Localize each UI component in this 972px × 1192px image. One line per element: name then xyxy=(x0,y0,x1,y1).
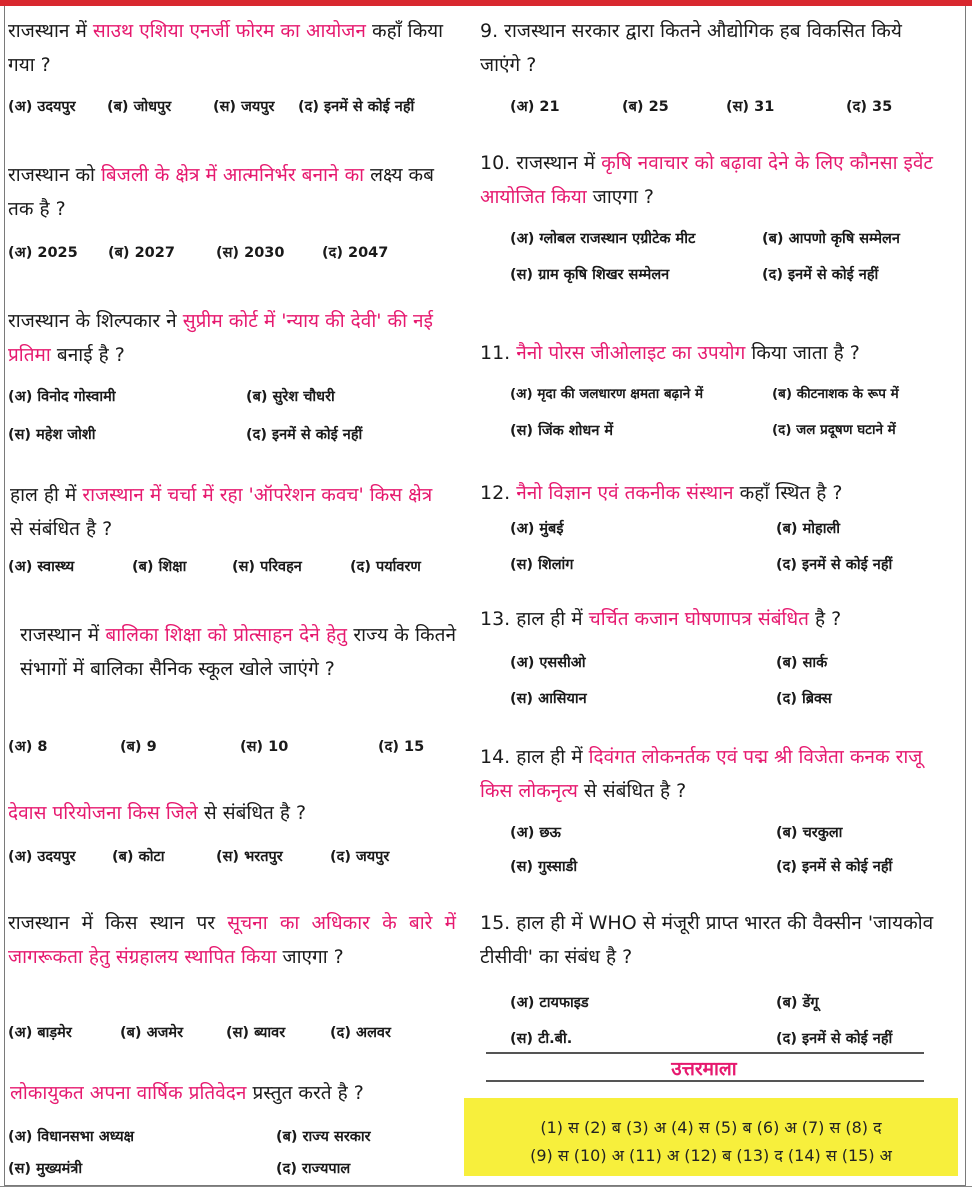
question-15 xyxy=(480,906,940,974)
question-3 xyxy=(8,304,448,372)
q12-option-a: (अ) मुंबई xyxy=(510,521,564,537)
question-text: राजस्थान के शिल्पकार ने xyxy=(8,310,183,332)
question-5 xyxy=(20,618,456,686)
bottom-rule xyxy=(0,1186,972,1187)
q9-option-c: (स) 31 xyxy=(726,99,775,115)
q10-option-a: (अ) ग्लोबल राजस्थान एग्रीटेक मीट xyxy=(510,231,696,247)
question-9 xyxy=(480,14,920,82)
q5-option-a: (अ) 8 xyxy=(8,739,48,755)
question-4 xyxy=(10,478,450,546)
question-text: राजस्थान में किस स्थान पर xyxy=(8,912,228,934)
question-7 xyxy=(8,906,456,974)
q1-option-c: (स) जयपुर xyxy=(213,99,275,115)
question-2 xyxy=(8,158,448,226)
q4-option-c: (स) परिवहन xyxy=(232,559,302,575)
question-text: 10. राजस्थान में xyxy=(480,152,602,174)
answer-key-line-1: (1) स (2) ब (3) अ (4) स (5) ब (6) अ (7) स (8) द xyxy=(540,1118,882,1137)
question-text: किया जाता है ? xyxy=(745,342,860,364)
question-highlight: नैनो विज्ञान एवं तकनीक संस्थान xyxy=(516,482,734,504)
question-highlight: चर्चित कजान घोषणापत्र संबंधित xyxy=(588,608,809,630)
question-text: 14. हाल ही में xyxy=(480,746,589,768)
q13-option-a: (अ) एससीओ xyxy=(510,655,586,671)
question-highlight: लोकायुकत अपना वार्षिक प्रतिवेदन xyxy=(10,1082,247,1104)
q3-option-c: (स) महेश जोशी xyxy=(8,427,96,443)
q2-option-d: (द) 2047 xyxy=(322,245,389,261)
q8-option-a: (अ) विधानसभा अध्यक्ष xyxy=(8,1129,135,1145)
question-highlight: देवास परियोजना किस जिले xyxy=(8,802,198,824)
q4-option-a: (अ) स्वास्थ्य xyxy=(8,559,75,575)
q13-option-b: (ब) सार्क xyxy=(776,655,828,671)
question-highlight: दिवंगत लोकनर्तक एवं पद्म श्री विजेता कनक राजू किस लोकनृत्य xyxy=(480,746,923,802)
q6-option-a: (अ) उदयपुर xyxy=(8,849,76,865)
question-13 xyxy=(480,602,956,636)
q7-option-b: (ब) अजमेर xyxy=(120,1025,184,1041)
question-text: लक्ष्य कब तक है ? xyxy=(8,164,434,220)
question-text: राजस्थान में xyxy=(20,624,106,646)
q11-option-a: (अ) मृदा की जलधारण क्षमता बढ़ाने में xyxy=(510,386,704,402)
q3-option-d: (द) इनमें से कोई नहीं xyxy=(246,427,363,443)
q4-option-b: (ब) शिक्षा xyxy=(132,559,187,575)
q11-option-d: (द) जल प्रदूषण घटाने में xyxy=(772,422,896,438)
q5-option-b: (ब) 9 xyxy=(120,739,157,755)
question-text: कहाँ स्थित है ? xyxy=(733,482,843,504)
q15-option-b: (ब) डेंगू xyxy=(776,995,819,1011)
q9-option-a: (अ) 21 xyxy=(510,99,560,115)
q11-option-c: (स) जिंक शोधन में xyxy=(510,423,614,439)
q13-option-c: (स) आसियान xyxy=(510,691,587,707)
question-10 xyxy=(480,146,956,214)
question-text: जाएगा ? xyxy=(586,186,655,208)
question-text: 11. xyxy=(480,342,517,364)
question-text: 9. राजस्थान सरकार द्वारा कितने औद्योगिक हब विकसित किये जाएंगे ? xyxy=(480,20,902,76)
question-text: से संबंधित है ? xyxy=(577,780,687,802)
q3-option-b: (ब) सुरेश चौधरी xyxy=(246,389,335,405)
question-14 xyxy=(480,740,960,808)
question-11 xyxy=(480,336,960,370)
question-text: 12. xyxy=(480,482,517,504)
question-8 xyxy=(10,1076,450,1110)
question-highlight: राजस्थान में चर्चा में रहा 'ऑपरेशन कवच' किस क्षेत्र xyxy=(82,484,433,506)
q1-option-a: (अ) उदयपुर xyxy=(8,99,76,115)
question-text: प्रस्तुत करते है ? xyxy=(246,1082,364,1104)
question-1 xyxy=(8,14,448,82)
q8-option-b: (ब) राज्य सरकार xyxy=(276,1129,371,1145)
q9-option-d: (द) 35 xyxy=(846,99,893,115)
q13-option-d: (द) ब्रिक्स xyxy=(776,691,832,707)
q12-option-d: (द) इनमें से कोई नहीं xyxy=(776,557,893,573)
q15-option-a: (अ) टायफाइड xyxy=(510,995,589,1011)
q11-option-b: (ब) कीटनाशक के रूप में xyxy=(772,386,899,402)
question-highlight: नैनो पोरस जीओलाइट का उपयोग xyxy=(516,342,746,364)
question-text: 15. हाल ही में WHO से मंजूरी प्राप्त भारत की वैक्सीन 'जायकोव टीसीवी' का संबंध है ? xyxy=(480,912,934,968)
q5-option-d: (द) 15 xyxy=(378,739,425,755)
question-text: राज्य के कितने संभागों में बालिका सैनिक स्कूल खोले जाएंगे ? xyxy=(20,624,456,680)
q10-option-c: (स) ग्राम कृषि शिखर सम्मेलन xyxy=(510,267,670,283)
q7-option-a: (अ) बाड़मेर xyxy=(8,1025,72,1041)
q8-option-d: (द) राज्यपाल xyxy=(276,1161,351,1177)
answer-rule-top xyxy=(486,1052,924,1054)
question-text: जाएगा ? xyxy=(276,946,344,968)
q12-option-b: (ब) मोहाली xyxy=(776,521,841,537)
q15-option-c: (स) टी.बी. xyxy=(510,1031,573,1047)
answer-key-title: उत्तरमाला xyxy=(671,1058,737,1080)
question-text: राजस्थान में xyxy=(8,20,93,42)
q15-option-d: (द) इनमें से कोई नहीं xyxy=(776,1031,893,1047)
q10-option-d: (द) इनमें से कोई नहीं xyxy=(762,267,879,283)
q14-option-c: (स) गुस्साडी xyxy=(510,859,578,875)
q12-option-c: (स) शिलांग xyxy=(510,557,574,573)
q9-option-b: (ब) 25 xyxy=(622,99,669,115)
q6-option-d: (द) जयपुर xyxy=(330,849,390,865)
question-12 xyxy=(480,476,956,510)
question-text: हाल ही में xyxy=(10,484,83,506)
q14-option-b: (ब) चरकुला xyxy=(776,825,843,841)
question-text: 13. हाल ही में xyxy=(480,608,589,630)
q14-option-d: (द) इनमें से कोई नहीं xyxy=(776,859,893,875)
q2-option-b: (ब) 2027 xyxy=(108,245,175,261)
question-text: से संबंधित है ? xyxy=(197,802,307,824)
q10-option-b: (ब) आपणो कृषि सम्मेलन xyxy=(762,231,900,247)
q2-option-c: (स) 2030 xyxy=(216,245,285,261)
question-highlight: सुप्रीम कोर्ट में 'न्याय की देवी' की नई प्रतिमा xyxy=(8,310,433,366)
q3-option-a: (अ) विनोद गोस्वामी xyxy=(8,389,116,405)
q1-option-b: (ब) जोधपुर xyxy=(107,99,172,115)
q6-option-c: (स) भरतपुर xyxy=(216,849,283,865)
q6-option-b: (ब) कोटा xyxy=(112,849,165,865)
question-highlight: बिजली के क्षेत्र में आत्मनिर्भर बनाने का xyxy=(101,164,365,186)
answer-rule-bottom xyxy=(486,1080,924,1082)
answer-key-line-2: (9) स (10) अ (11) अ (12) ब (13) द (14) स (15) अ xyxy=(530,1146,892,1165)
question-highlight: बालिका शिक्षा को प्रोत्साहन देने हेतु xyxy=(105,624,348,646)
question-text: है ? xyxy=(809,608,842,630)
question-highlight: कृषि नवाचार को बढ़ावा देने के लिए कौनसा इवेंट आयोजित किया xyxy=(480,152,934,208)
question-6 xyxy=(8,796,448,830)
q5-option-c: (स) 10 xyxy=(240,739,289,755)
question-text: बनाई है ? xyxy=(50,344,125,366)
q4-option-d: (द) पर्यावरण xyxy=(350,559,421,575)
q7-option-c: (स) ब्यावर xyxy=(226,1025,286,1041)
q1-option-d: (द) इनमें से कोई नहीं xyxy=(298,99,415,115)
q8-option-c: (स) मुख्यमंत्री xyxy=(8,1161,83,1177)
answer-key-box xyxy=(464,1098,958,1176)
q14-option-a: (अ) छऊ xyxy=(510,825,561,841)
question-text: से संबंधित है ? xyxy=(10,518,113,540)
q2-option-a: (अ) 2025 xyxy=(8,245,78,261)
question-text: राजस्थान को xyxy=(8,164,102,186)
question-highlight: साउथ एशिया एनर्जी फोरम का आयोजन xyxy=(92,20,366,42)
question-text: कहाँ किया गया ? xyxy=(8,20,444,76)
question-highlight: सूचना का अधिकार के बारे में जागरूकता हेतु संग्रहालय स्थापित किया xyxy=(8,912,456,968)
q7-option-d: (द) अलवर xyxy=(330,1025,391,1041)
